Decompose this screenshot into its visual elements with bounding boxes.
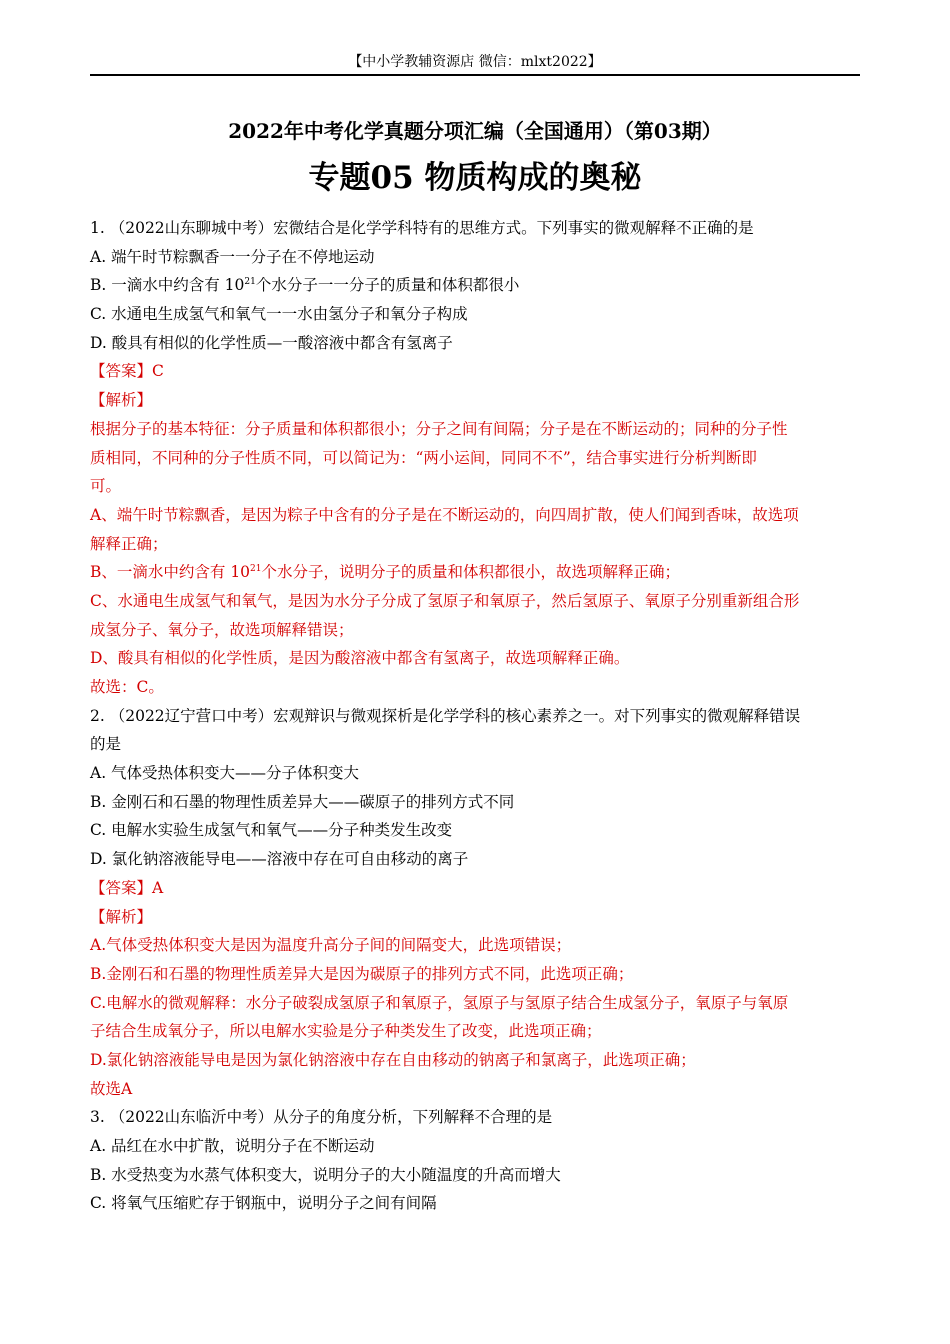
q1-analysis-line: 解释正确； <box>90 534 168 553</box>
q2-option-c: C. 电解水实验生成氢气和氧气——分子种类发生改变 <box>90 821 453 840</box>
q2-analysis-line: 故选A <box>90 1079 133 1098</box>
q1-analysis-line: 成氢分子、氧分子，故选项解释错误； <box>90 620 354 639</box>
header-divider <box>90 74 860 76</box>
q1-option-d: D. 酸具有相似的化学性质—一酸溶液中都含有氢离子 <box>90 333 453 352</box>
q1-analysis-line: B、一滴水中约含有 $10^{21}$个水分子，说明分子的质量和体积都很小，故选项解释正确； <box>90 563 681 582</box>
q2-analysis-line: C.电解水的微观解释：水分子破裂成氢原子和氧原子，氢原子与氢原子结合生成氢分子，氧原子与氧原 <box>90 993 789 1012</box>
q2-analysis-line: B.金刚石和石墨的物理性质差异大是因为碳原子的排列方式不同，此选项正确； <box>90 964 634 983</box>
q1-analysis-line: 故选：C。 <box>90 678 164 696</box>
q3-option-a: A. 品红在水中扩散，说明分子在不断运动 <box>90 1137 375 1155</box>
q1-analysis-line: D、酸具有相似的化学性质，是因为酸溶液中都含有氢离子，故选项解释正确。 <box>90 649 630 668</box>
q2-stem-cont: 的是 <box>90 735 122 754</box>
document-title: 2022年中考化学真题分项汇编（全国通用）（第03期） <box>228 119 722 143</box>
q1-analysis-line: 质相同，不同种的分子性质不同，可以简记为：“两小运间，同同不不”，结合事实进行分析判断即 <box>90 448 757 467</box>
q1-analysis-line: C、水通电生成氢气和氧气，是因为水分子分成了氢原子和氧原子，然后氢原子、氧原子分别重新组合形 <box>90 591 800 610</box>
page-header: 【中小学教辅资源店 微信：mlxt2022】 <box>348 54 602 70</box>
q3-stem: 3. （2022山东临沂中考）从分子的角度分析，下列解释不合理的是 <box>90 1108 553 1127</box>
q1-answer: 【答案】C <box>90 362 164 381</box>
q2-option-d: D. 氯化钠溶液能导电——溶液中存在可自由移动的离子 <box>90 850 469 869</box>
q1-analysis-label: 【解析】 <box>90 391 153 410</box>
q3-option-c: C. 将氧气压缩贮存于钢瓶中，说明分子之间有间隔 <box>90 1194 437 1213</box>
q1-stem: 1. （2022山东聊城中考）宏微结合是化学学科特有的思维方式。下列事实的微观解释不正确的是 <box>90 219 754 237</box>
q2-answer: 【答案】A <box>90 878 164 897</box>
q1-option-a: A. 端午时节粽飘香一一分子在不停地运动 <box>90 247 375 266</box>
q2-option-a: A. 气体受热体积变大——分子体积变大 <box>90 764 360 783</box>
q1-analysis-line: 可。 <box>90 477 122 496</box>
q1-analysis-line: A、端午时节粽飘香，是因为粽子中含有的分子是在不断运动的，向四周扩散，使人们闻到香味，故选项 <box>90 505 799 524</box>
q1-analysis-line: 根据分子的基本特征：分子质量和体积都很小；分子之间有间隔；分子是在不断运动的；同种的分子性 <box>90 419 788 438</box>
superscript: 21 <box>250 564 262 575</box>
q2-option-b: B. 金刚石和石墨的物理性质差异大——碳原子的排列方式不同 <box>90 792 515 811</box>
q2-analysis-label: 【解析】 <box>90 907 153 926</box>
superscript: 21 <box>244 277 256 288</box>
content-body <box>90 214 860 1218</box>
topic-title: 专题05 物质构成的奥秘 <box>308 160 642 196</box>
q2-analysis-line: A.气体受热体积变大是因为温度升高分子间的间隔变大，此选项错误； <box>90 936 572 955</box>
q1-option-c: C. 水通电生成氢气和氧气一一水由氢分子和氧分子构成 <box>90 305 468 324</box>
q2-analysis-line: D.氯化钠溶液能导电是因为氯化钠溶液中存在自由移动的钠离子和氯离子，此选项正确； <box>90 1050 696 1069</box>
q1-option-b: B. 一滴水中约含有 $10^{21}$个水分子一一分子的质量和体积都很小 <box>90 276 520 295</box>
q2-analysis-line: 子结合生成氧分子，所以电解水实验是分子种类发生了改变，此选项正确； <box>90 1022 602 1041</box>
q2-stem: 2. （2022辽宁营口中考）宏观辩识与微观探析是化学学科的核心素养之一。对下列事实的微观解释错误 <box>90 706 801 725</box>
q3-option-b: B. 水受热变为水蒸气体积变大，说明分子的大小随温度的升高而增大 <box>90 1165 561 1184</box>
